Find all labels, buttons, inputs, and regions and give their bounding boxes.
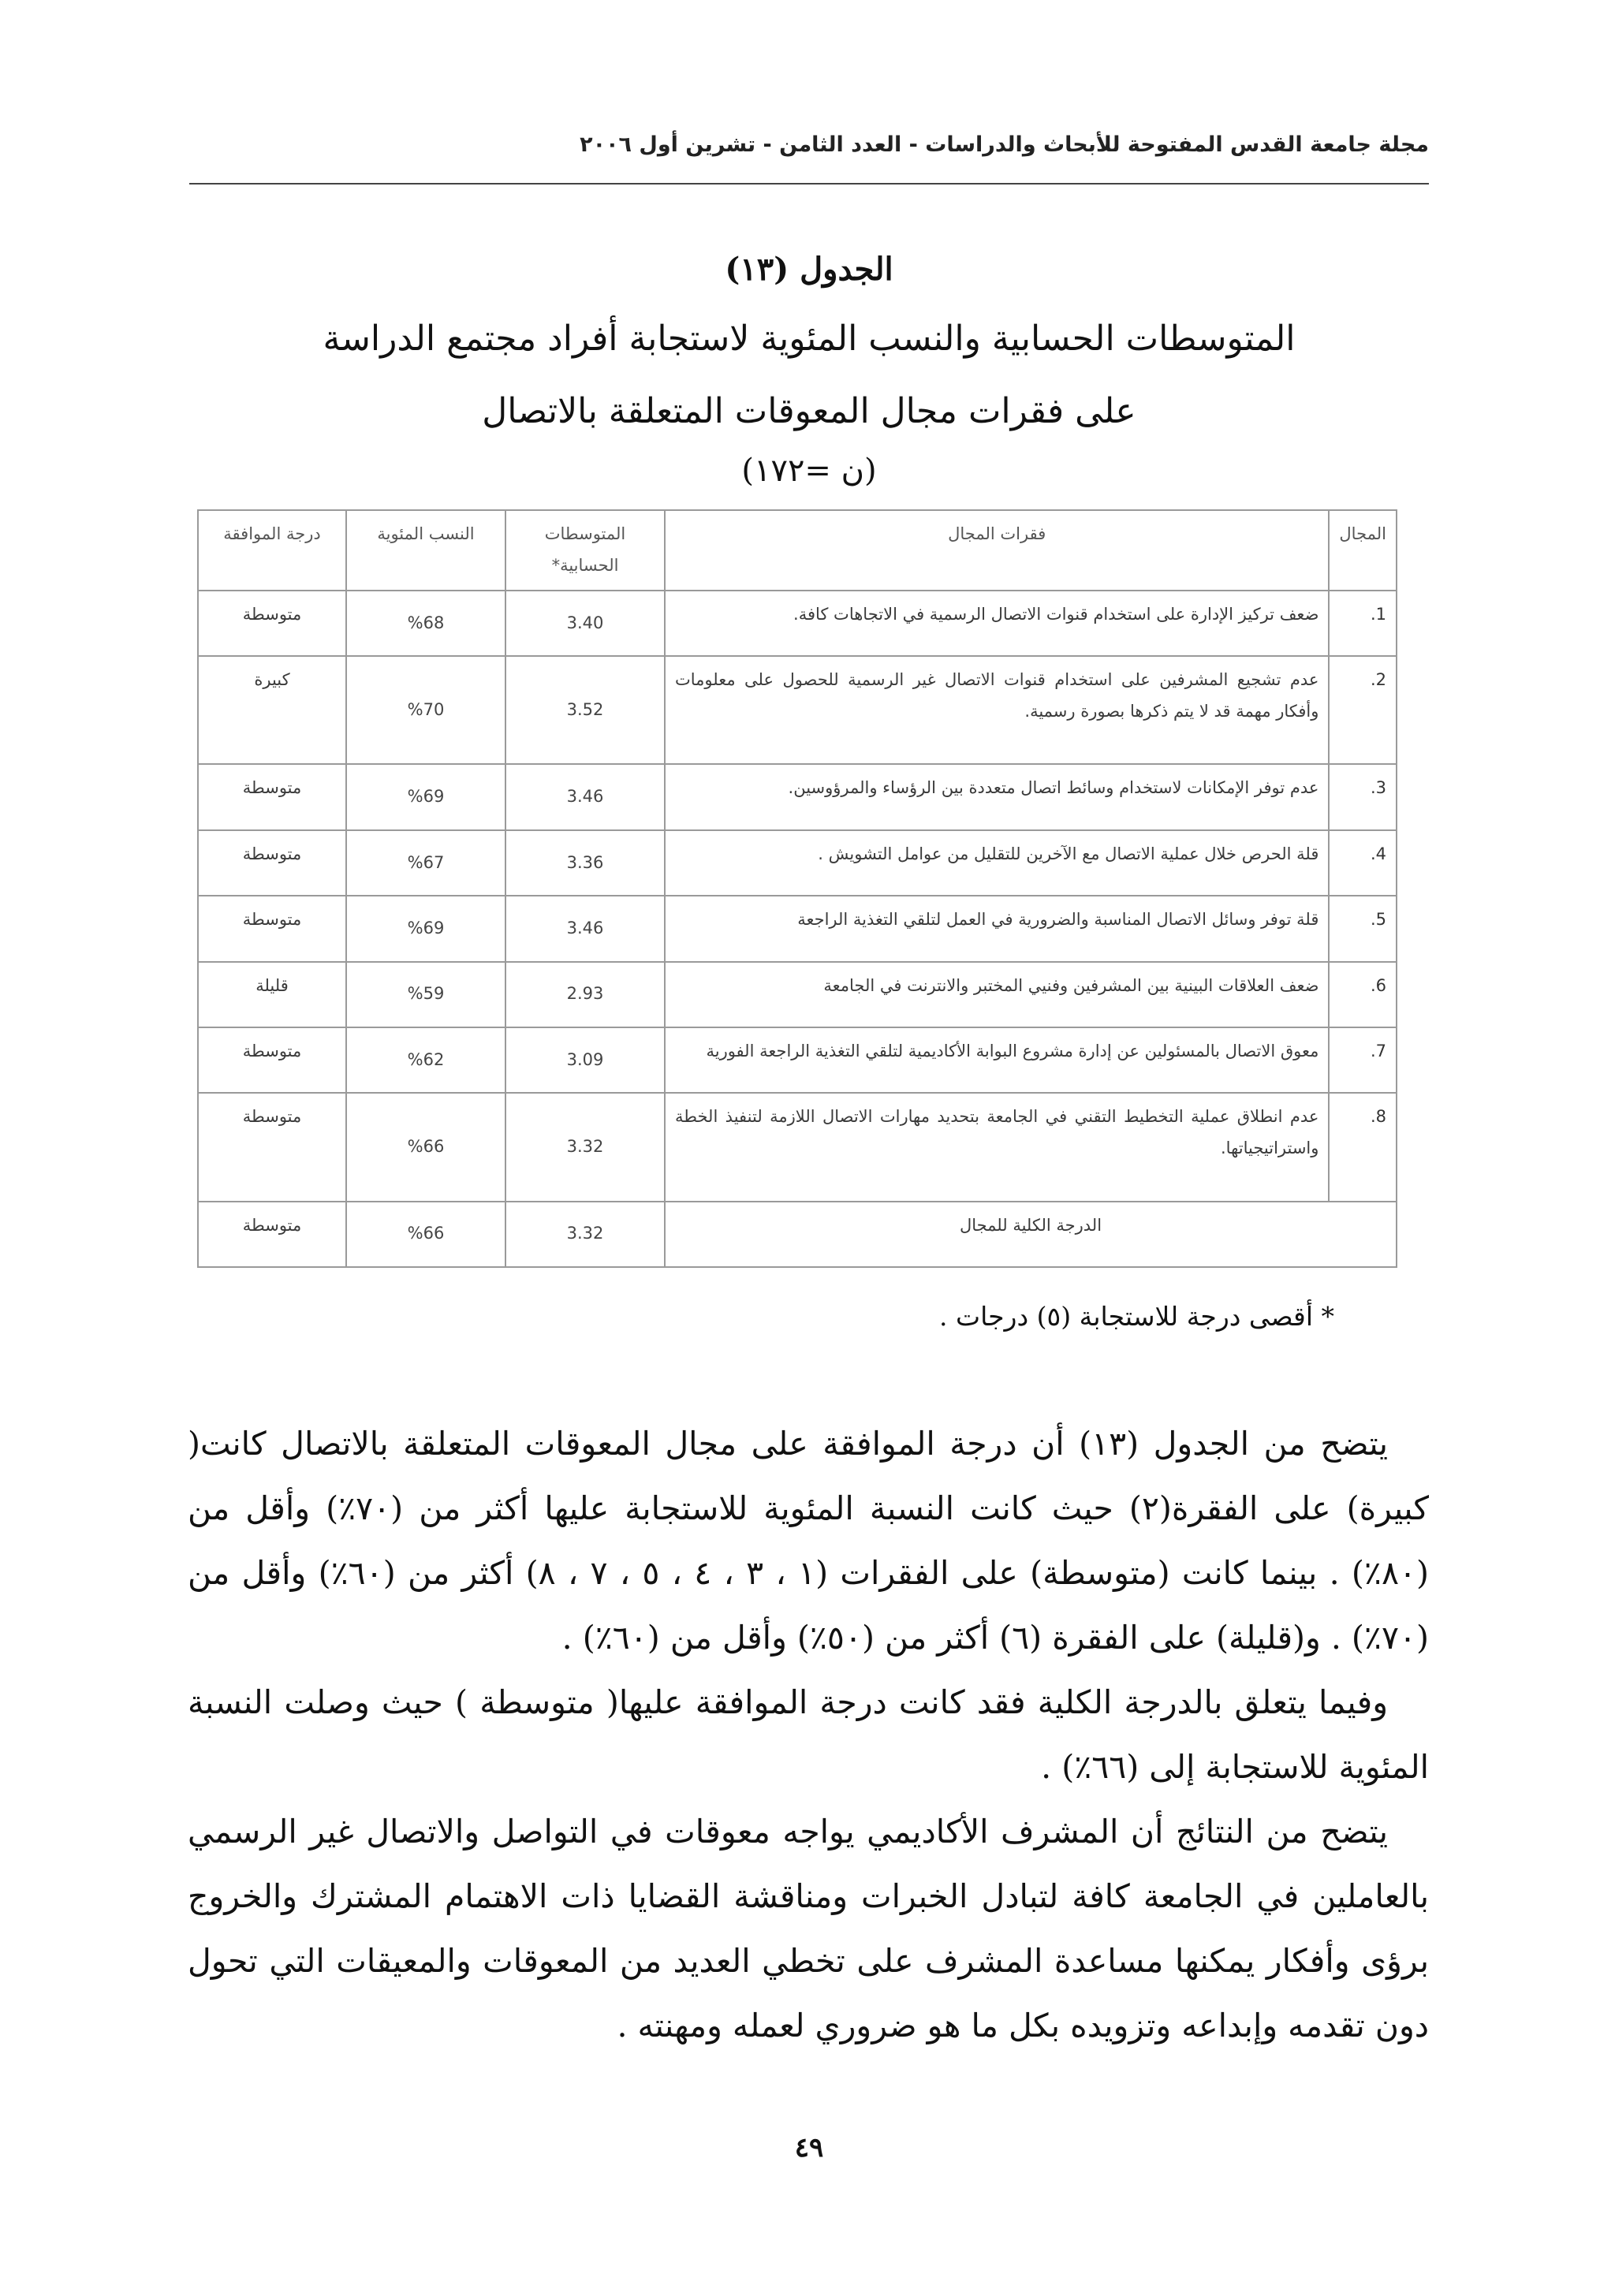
paragraph: يتضح من الجدول (١٣) أن درجة الموافقة على مجال المعوقات المتعلقة بالاتصال كانت( كبيرة) على الفقرة(٢) حيث كانت النسبة المئوية للاستجابة عليها أكثر من (٧٠٪) وأقل من (٨٠٪) . بينما كانت (متوسطة) على الفقرات (١ ، ٣ ، ٤ ، ٥ ، ٧ ، ٨) أكثر من (٦٠٪) وأقل من (٧٠٪) . و(قليلة) على الفقرة (٦) أكثر من (٥٠٪) وأقل من (٦٠٪) . (188, 1425, 1429, 1657)
table-row (198, 656, 1397, 764)
table-row (198, 764, 1397, 829)
row-degree: قليلة (198, 962, 346, 1027)
table-header-row (198, 510, 1397, 591)
row-number: 3. (1329, 764, 1397, 829)
row-degree: متوسطة (198, 591, 346, 656)
row-number: 6. (1329, 962, 1397, 1027)
row-degree: متوسطة (198, 764, 346, 829)
total-percent: %66 (346, 1202, 505, 1267)
row-mean: 3.36 (505, 830, 665, 896)
row-mean: 3.46 (505, 764, 665, 829)
table-row (198, 1093, 1397, 1201)
row-number: 4. (1329, 830, 1397, 896)
row-degree: متوسطة (198, 830, 346, 896)
row-number: 1. (1329, 591, 1397, 656)
header-items: فقرات المجال (665, 510, 1329, 591)
row-number: 7. (1329, 1027, 1397, 1093)
results-table (197, 509, 1397, 1268)
header-mean: المتوسطات الحسابية* (505, 510, 665, 591)
table-caption-line-2: على فقرات مجال المعوقات المتعلقة بالاتصال (482, 391, 1136, 431)
table-row (198, 896, 1397, 961)
row-item: عدم انطلاق عملية التخطيط التقني في الجامعة بتحديد مهارات الاتصال اللازمة لتنفيذ الخطة واستراتيجياتها. (665, 1093, 1329, 1201)
row-degree: كبيرة (198, 656, 346, 764)
row-mean: 2.93 (505, 962, 665, 1027)
row-number: 5. (1329, 896, 1397, 961)
table-row (198, 962, 1397, 1027)
header-domain: المجال (1329, 510, 1397, 591)
row-percent: %70 (346, 656, 505, 764)
body-text (188, 1411, 1429, 2058)
total-label: الدرجة الكلية للمجال (665, 1202, 1397, 1267)
header-degree: درجة الموافقة (198, 510, 346, 591)
row-item: قلة توفر وسائل الاتصال المناسبة والضرورية في العمل لتلقي التغذية الراجعة (665, 896, 1329, 961)
sample-size: (ن =١٧٢) (741, 453, 877, 489)
header-percent: النسب المئوية (346, 510, 505, 591)
table-label: الجدول (١٣) (725, 251, 893, 288)
row-percent: %59 (346, 962, 505, 1027)
row-percent: %68 (346, 591, 505, 656)
row-item: معوق الاتصال بالمسئولين عن إدارة مشروع البوابة الأكاديمية لتلقي التغذية الراجعة الفورية (665, 1027, 1329, 1093)
row-mean: 3.32 (505, 1093, 665, 1201)
row-mean: 3.40 (505, 591, 665, 656)
paragraph: وفيما يتعلق بالدرجة الكلية فقد كانت درجة الموافقة عليها( متوسطة ) حيث وصلت النسبة المئوية للاستجابة إلى (٦٦٪) . (188, 1683, 1429, 1786)
row-degree: متوسطة (198, 896, 346, 961)
row-item: عدم تشجيع المشرفين على استخدام قنوات الاتصال غير الرسمية للحصول على معلومات وأفكار مهمة قد لا يتم ذكرها بصورة رسمية. (665, 656, 1329, 764)
running-header: مجلة جامعة القدس المفتوحة للأبحاث والدراسات - العدد الثامن - تشرين أول ٢٠٠٦ (580, 132, 1429, 157)
row-percent: %66 (346, 1093, 505, 1201)
row-number: 2. (1329, 656, 1397, 764)
row-degree: متوسطة (198, 1027, 346, 1093)
row-percent: %62 (346, 1027, 505, 1093)
total-degree: متوسطة (198, 1202, 346, 1267)
table-row (198, 1027, 1397, 1093)
row-percent: %69 (346, 764, 505, 829)
row-percent: %67 (346, 830, 505, 896)
row-mean: 3.09 (505, 1027, 665, 1093)
header-divider (189, 183, 1429, 184)
row-item: قلة الحرص خلال عملية الاتصال مع الآخرين للتقليل من عوامل التشويش . (665, 830, 1329, 896)
table-caption-line-1: المتوسطات الحسابية والنسب المئوية لاستجابة أفراد مجتمع الدراسة (323, 319, 1296, 359)
table-total-row (198, 1202, 1397, 1267)
row-percent: %69 (346, 896, 505, 961)
row-degree: متوسطة (198, 1093, 346, 1201)
row-mean: 3.52 (505, 656, 665, 764)
page-number: ٤٩ (794, 2132, 824, 2164)
row-item: عدم توفر الإمكانات لاستخدام وسائط اتصال متعددة بين الرؤساء والمرؤوسين. (665, 764, 1329, 829)
table-footnote: * أقصى درجة للاستجابة (٥) درجات . (939, 1301, 1334, 1332)
table-row (198, 830, 1397, 896)
row-mean: 3.46 (505, 896, 665, 961)
row-number: 8. (1329, 1093, 1397, 1201)
total-mean: 3.32 (505, 1202, 665, 1267)
table-row (198, 591, 1397, 656)
paragraph: يتضح من النتائج أن المشرف الأكاديمي يواجه معوقات في التواصل والاتصال غير الرسمي بالعاملين في الجامعة كافة لتبادل الخبرات ومناقشة القضايا ذات الاهتمام المشترك والخروج برؤى وأفكار يمكنها مساعدة المشرف على تخطي العديد من المعوقات والمعيقات التي تحول دون تقدمه وإبداعه وتزويده بكل ما هو ضروري لعمله ومهنته . (188, 1813, 1429, 2044)
row-item: ضعف تركيز الإدارة على استخدام قنوات الاتصال الرسمية في الاتجاهات كافة. (665, 591, 1329, 656)
row-item: ضعف العلاقات البينية بين المشرفين وفنيي المختبر والانترنت في الجامعة (665, 962, 1329, 1027)
